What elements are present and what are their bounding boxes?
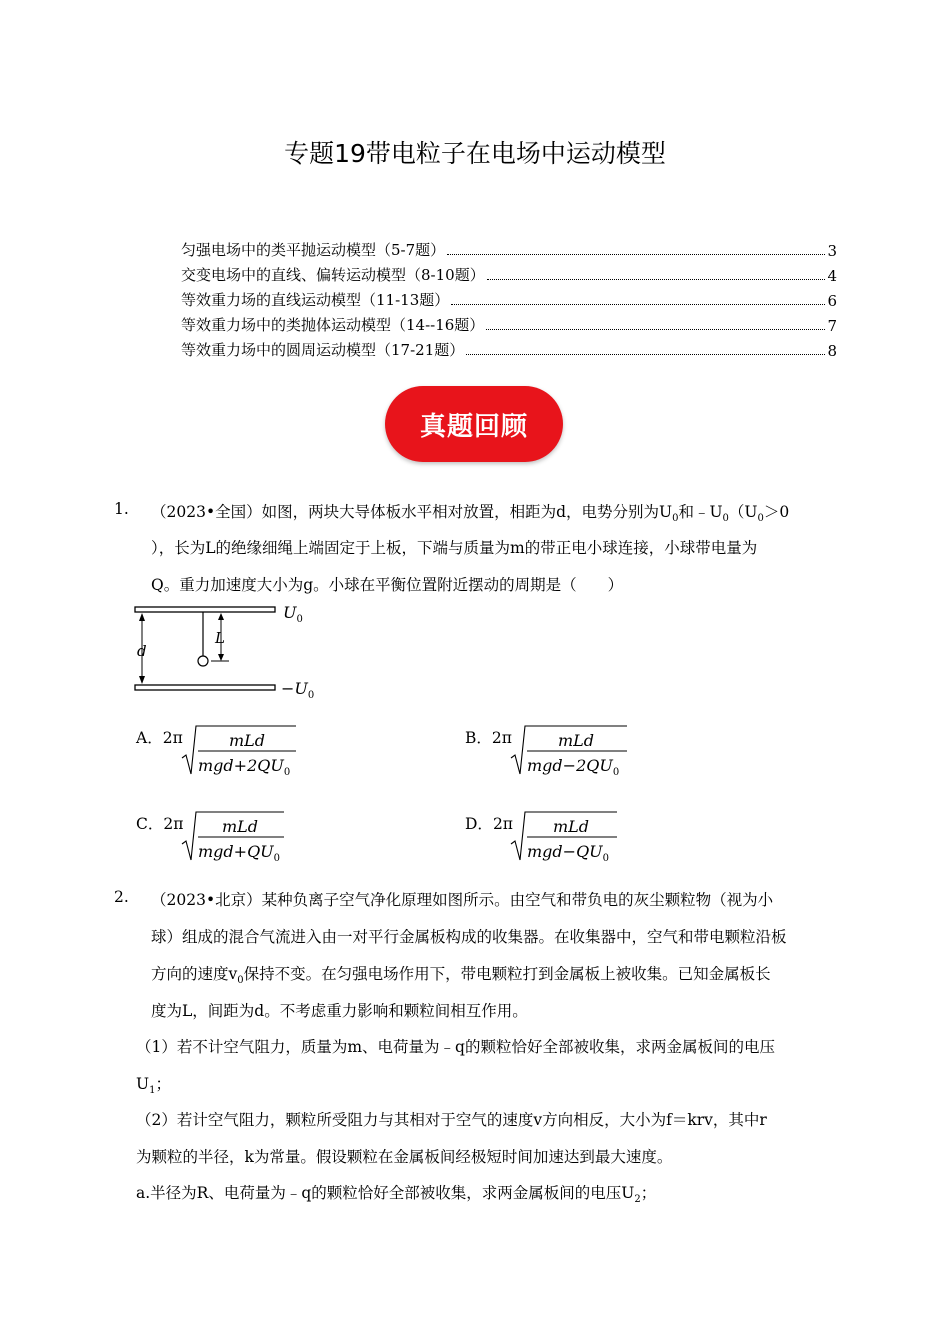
question-text-line: 方向的速度$v_0$保持不变。在匀强电场作用下，带电颗粒打到金属板上被收集。已知金属板长 bbox=[151, 965, 771, 987]
toc-item[interactable] bbox=[181, 239, 837, 260]
bottom-potential-label: $-U_0$ bbox=[281, 679, 315, 701]
top-potential-label: $U_0$ bbox=[283, 603, 303, 625]
option-b-formula bbox=[509, 722, 633, 778]
svg-text:mLd: mLd bbox=[221, 817, 259, 836]
toc-item[interactable] bbox=[181, 289, 837, 310]
sub-question-2: （2）若计空气阻力，颗粒所受阻力与其相对于空气的速度v方向相反，大小为f＝krv，其中r bbox=[136, 1111, 767, 1129]
bottom-plate bbox=[135, 685, 275, 690]
question-number: 2. bbox=[114, 888, 129, 906]
sub-question-1-cont: $U_1$； bbox=[136, 1075, 171, 1097]
sub-question-1: （1）若不计空气阻力，质量为m、电荷量为﹣q的颗粒恰好全部被收集，求两金属板间的电压 bbox=[136, 1038, 775, 1056]
toc-item-page: 7 bbox=[827, 317, 837, 335]
sub-question-2a: a.半径为R、电荷量为﹣q的颗粒恰好全部被收集，求两金属板间的电压$U_2$； bbox=[136, 1184, 657, 1206]
toc-item-text: 等效重力场中的圆周运动模型（17-21题） bbox=[181, 341, 465, 359]
parallel-plates-figure bbox=[125, 598, 325, 706]
toc-item-page: 4 bbox=[827, 267, 837, 285]
page-title: 专题19带电粒子在电场中运动模型 bbox=[284, 139, 666, 168]
option-d-formula bbox=[509, 808, 623, 864]
toc-item[interactable] bbox=[181, 339, 837, 360]
option-c-formula bbox=[180, 808, 290, 864]
toc-item[interactable] bbox=[181, 264, 837, 285]
sub-question-2-cont: 为颗粒的半径，k为常量。假设颗粒在金属板间经极短时间加速达到最大速度。 bbox=[136, 1148, 673, 1166]
toc-item-page: 6 bbox=[827, 292, 837, 310]
d-label: d bbox=[137, 642, 147, 660]
toc-item-page: 8 bbox=[827, 342, 837, 360]
top-plate bbox=[135, 607, 275, 612]
option-d[interactable]: D．2π bbox=[465, 815, 513, 833]
option-a-formula bbox=[180, 722, 300, 778]
toc-item-text: 等效重力场中的类抛体运动模型（14--16题） bbox=[181, 316, 485, 334]
option-c[interactable]: C．2π bbox=[136, 815, 184, 833]
charged-ball bbox=[198, 656, 208, 666]
svg-text:mgd+QU0: $mgd+QU_0$ bbox=[198, 842, 281, 864]
toc-item-text: 交变电场中的直线、偏转运动模型（8-10题） bbox=[181, 266, 485, 284]
question-text-line: （2023•全国）如图，两块大导体板水平相对放置，相距为d，电势分别为$U_0$和$﹣U_0(U_0>0$ bbox=[151, 503, 790, 525]
toc-item-page: 3 bbox=[827, 242, 837, 260]
option-a[interactable]: A．2π bbox=[136, 729, 183, 747]
question-text-line: 球）组成的混合气流进入由一对平行金属板构成的收集器。在收集器中，空气和带电颗粒沿板 bbox=[151, 928, 787, 946]
question-text-line: Q。重力加速度大小为g。小球在平衡位置附近摆动的周期是（ ） bbox=[151, 576, 624, 594]
toc-item-text: 匀强电场中的类平抛运动模型（5-7题） bbox=[181, 241, 446, 259]
svg-text:mLd: mLd bbox=[557, 731, 595, 750]
option-b[interactable]: B．2π bbox=[465, 729, 512, 747]
svg-text:mgd−2QU0: $mgd-2QU_0$ bbox=[527, 756, 620, 778]
question-text-line: 度为L，间距为d。不考虑重力影响和颗粒间相互作用。 bbox=[151, 1002, 528, 1020]
L-label: L bbox=[215, 629, 225, 647]
svg-text:mgd−QU0: $mgd-QU_0$ bbox=[527, 842, 610, 864]
question-text-line: （2023•北京）某种负离子空气净化原理如图所示。由空气和带负电的灰尘颗粒物（视为小 bbox=[151, 891, 774, 909]
svg-text:mLd: mLd bbox=[228, 731, 266, 750]
svg-text:mgd+2QU0: $mgd+2QU_0$ bbox=[198, 756, 291, 778]
question-number: 1. bbox=[114, 500, 129, 518]
section-badge: 真题回顾 bbox=[385, 386, 563, 462]
question-text-line: ），长为L的绝缘细绳上端固定于上板，下端与质量为m的带正电小球连接，小球带电量为 bbox=[151, 539, 758, 557]
toc-leader bbox=[487, 279, 826, 280]
svg-text:mLd: mLd bbox=[552, 817, 590, 836]
toc-leader bbox=[486, 329, 825, 330]
toc-leader bbox=[447, 254, 825, 255]
toc-leader bbox=[466, 354, 825, 355]
toc-item-text: 等效重力场的直线运动模型（11-13题） bbox=[181, 291, 450, 309]
toc-item[interactable] bbox=[181, 314, 837, 335]
toc-leader bbox=[451, 304, 825, 305]
